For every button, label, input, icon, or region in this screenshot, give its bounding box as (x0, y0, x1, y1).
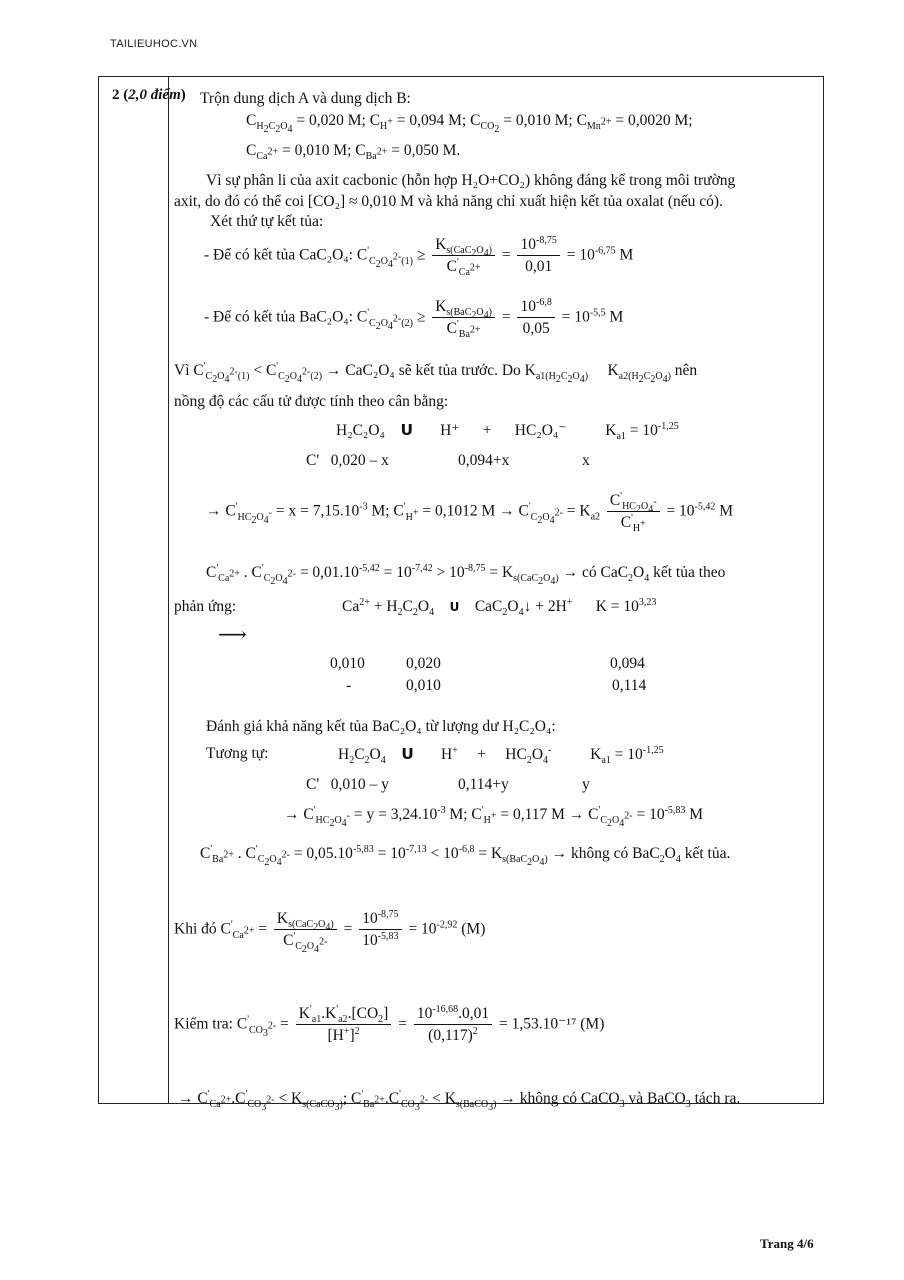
concentration-row-1: C' 0,020 – x 0,094+x x (306, 452, 590, 469)
text-line: Đánh giá khả năng kết tủa BaC₂O₄ từ lượng dư H₂C₂O₄: (206, 718, 556, 735)
table-row: 0,010 0,020 0,094 (330, 655, 645, 672)
site-header: TAILIEUHOC.VN (110, 38, 198, 50)
result-line-1: → $C'_{HC_2O_4^-} = x = 7,15.10^{-3}$ M; $C'_{H^+} = 0,1012$ $M \to C'_{C_2O_4^{2-}} = K_{a2}$ $\frac{C'_{HC_2O_4^-}}{C'_{H^+}}$ = $10^{-5,42}$ M (206, 490, 734, 535)
column-divider (168, 76, 169, 1104)
page-number: Trang 4/6 (760, 1236, 814, 1251)
text-line: Vì sự phân li của axit cacbonic (hỗn hợp H₂O+CO₂) không đáng kể trong môi trường (206, 172, 736, 189)
kiem-tra-line: Kiểm tra: $C'_{CO_3^{2-}}$ = $\frac{K'_{a1}.K'_{a2}.[CO_2]}{[H^+]^2}$ = $\frac{10^{-16,68}.0,01}{(0,117)^2}$ = 1,53.10⁻¹⁷ (M) (174, 1003, 605, 1044)
ba-oxalate-condition: - Để có kết tủa BaC₂O₄: $C'_{C_2O_4^{2-}(2)}$ ≥ $\frac{K_{s(BaC_2O_4)}}{C'_{Ba^{2+}}}$ = $\frac{10^{-6,8}}{0,05}$ = $10^{-5,5}$ M (204, 296, 624, 341)
question-label: 2 (2,0 điểm) (112, 87, 186, 103)
final-line: → $C'_{Ca^{2+}}.C'_{CO_3^{2-}} < K_{s(CaCO_3)}$; $C'_{Ba^{2+}}.C'_{CO_3^{2-}} < K_{s(BaCO_3)}$ → không có CaCO$_3$ và BaCO$_3$ tách ra. (178, 1088, 741, 1114)
text-line: axit, do đó có thể coi [CO₂] ≈ 0,010 M và khả năng chỉ xuất hiện kết tủa oxalat (nếu có). (174, 193, 723, 210)
concentration-line-2: $C_{Ca^{2+}} = 0,010$ M; $C_{Ba^{2+}} = 0,050$ M. (246, 142, 461, 163)
text-line: Xét thứ tự kết tủa: (210, 213, 324, 230)
table-row: - 0,010 0,114 (346, 677, 647, 694)
text-line: nồng độ các cấu tử được tính theo cân bằng: (174, 393, 449, 410)
concentration-row-2: C' 0,010 – y 0,114+y y (306, 776, 590, 793)
khi-do-line: Khi đó $C'_{Ca^{2+}}$ = $\frac{K_{s(CaC_2O_4)}}{C'_{C_2O_4^{2-}}}$ = $\frac{10^{-8,75}}{10^{-5,83}}$ = $10^{-2,92}$ (M) (174, 908, 486, 956)
result-line-2: $C'_{Ca^{2+}}$ . $C'_{C_2O_4^{2-}} = 0,01.10^{-5,42} = 10^{-7,42} > 10^{-8,75} = K_{s(CaC_2O_4)}$ → có $CaC_2O_4$ kết tủa theo (206, 562, 726, 588)
arrow-symbol: ⟶ (218, 624, 247, 646)
intro-line: Trộn dung dịch A và dung dịch B: (200, 90, 411, 107)
equilibrium-2: Tương tự: $H_2C_2O_4$ U H+ + $HC_2O_4^-$ $K_{a1} = 10^{-1,25}$ (206, 744, 664, 767)
result-line-3: → $C'_{HC_2O_4^-} = y = 3,24.10^{-3}$ M; $C'_{H^+} = 0,117$ $M \to C'_{C_2O_4^{2-}} = 10^{-5,83}$ M (284, 804, 704, 830)
comparison-line: Vì $C'_{C_2O_4^{2-}(1)} < C'_{C_2O_4^{2-}(2)} \to CaC_2O_4$ sẽ kết tủa trước. Do $K_{a1(H_2C_2O_4)}$ $K_{a2(H_2C_2O_4)}$ nên (174, 360, 698, 386)
reaction-line: phản ứng: $Ca^{2+} + H_2C_2O_4$ U $CaC_2O_4↓ + 2H^+$ $K = 10^{3,23}$ (174, 596, 657, 619)
concentration-line-1: $C_{H_2C_2O_4} = 0,020$ M; $C_{H^+} = 0,094$ M; $C_{CO_2} = 0,010$ M; $C_{Mn^{2+}} = 0,0020$ M; (246, 112, 693, 136)
ca-oxalate-condition: - Để có kết tủa CaC₂O₄: $C'_{C_2O_4^{2-}(1)}$ ≥ $\frac{K_{s(CaC_2O_4)}}{C'_{Ca^{2+}}}$ = $\frac{10^{-8,75}}{0,01}$ = $10^{-6,75}$ M (204, 234, 634, 279)
result-line-4: $C'_{Ba^{2+}}$ . $C'_{C_2O_4^{2-}} = 0,05.10^{-5,83} = 10^{-7,13} < 10^{-6,8} = K_{s(BaC_2O_4)}$ → không có $BaC_2O_4$ kết tủa. (200, 843, 731, 869)
equilibrium-1: H₂C₂O₄ U H⁺ + HC₂O₄⁻ $K_{a1} = 10^{-1,25}$ (336, 420, 679, 443)
